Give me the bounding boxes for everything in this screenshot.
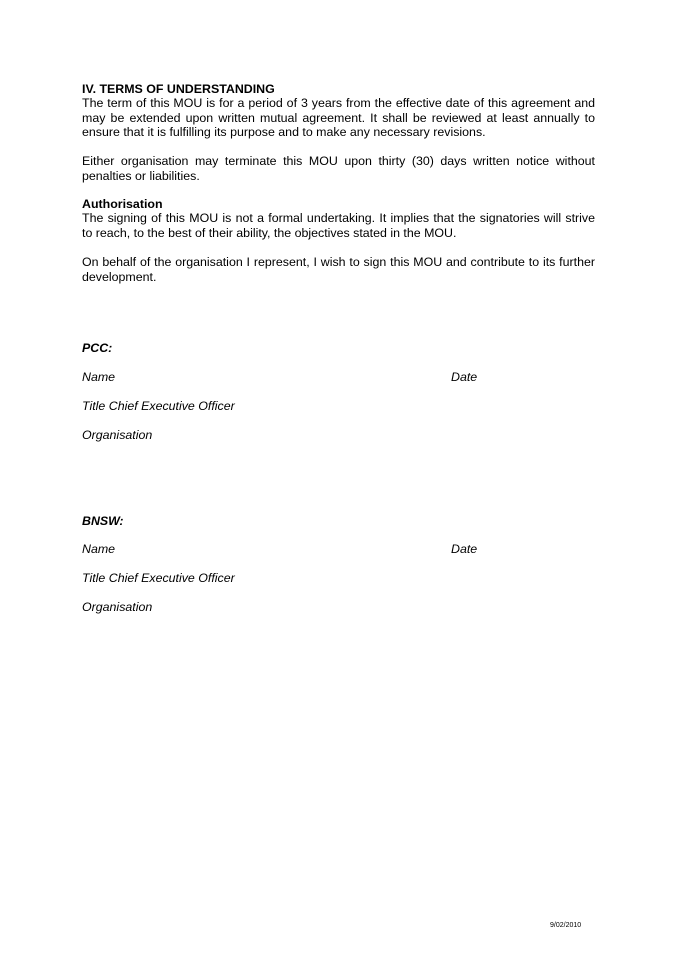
- section-heading-authorisation: Authorisation: [82, 197, 163, 211]
- authorisation-paragraph-1: The signing of this MOU is not a formal undertaking. It implies that the signatories will strive to reach, to the best of their ability, the objectives stated in the MOU.: [82, 211, 595, 240]
- signatory-party-bnsw: BNSW:: [82, 514, 124, 528]
- signatory-organisation-label: Organisation: [82, 428, 153, 442]
- signatory-date-label: Date: [451, 370, 478, 384]
- signatory-title-label: Title Chief Executive Officer: [82, 571, 235, 585]
- signatory-title-label: Title Chief Executive Officer: [82, 399, 235, 413]
- section-heading-terms: IV. TERMS OF UNDERSTANDING: [82, 82, 275, 96]
- authorisation-paragraph-2: On behalf of the organisation I represent, I wish to sign this MOU and contribute to its further development.: [82, 255, 595, 284]
- terms-paragraph-2: Either organisation may terminate this MOU upon thirty (30) days written notice without penalties or liabilities.: [82, 154, 595, 183]
- signatory-name-label: Name: [82, 370, 116, 384]
- signatory-organisation-label: Organisation: [82, 600, 153, 614]
- terms-paragraph-1: The term of this MOU is for a period of 3 years from the effective date of this agreement and may be extended upon written mutual agreement. It shall be reviewed at least annually to ensure that it is fulfilling its purpose and to make any necessary revisions.: [82, 96, 595, 140]
- signatory-party-pcc: PCC:: [82, 341, 113, 355]
- signatory-date-label: Date: [451, 542, 478, 556]
- footer-date: 9/02/2010: [550, 922, 582, 929]
- signatory-name-label: Name: [82, 542, 116, 556]
